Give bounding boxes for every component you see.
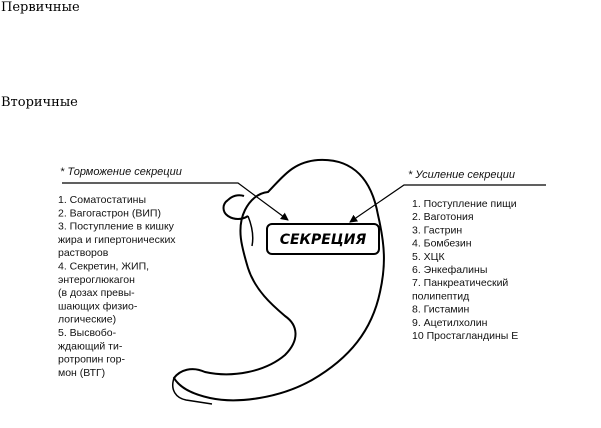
inhibition-line: 3. Поступление в кишку	[58, 220, 174, 233]
stomach-outline	[174, 160, 384, 400]
stimulation-line: полипептид	[412, 290, 470, 303]
stimulation-line: 5. ХЦК	[412, 250, 445, 263]
inhibition-line: ротропин гор-	[58, 353, 125, 366]
inhibition-line: энтероглюкагон	[58, 273, 135, 286]
inhibition-line: ждающий ти-	[58, 340, 123, 353]
esophagus-tube	[224, 195, 249, 219]
stimulation-line: 3. Гастрин	[412, 224, 463, 237]
inhibition-line: 2. Вагогастрон (ВИП)	[58, 207, 161, 220]
stimulation-list	[412, 198, 518, 342]
inhibition-line: растворов	[58, 247, 109, 260]
inhibition-line: мон (ВТГ)	[58, 366, 106, 379]
stimulation-line: 2. Ваготония	[412, 211, 474, 224]
right-header: * Усиление секреции	[408, 169, 515, 181]
duodenum-outline	[173, 378, 212, 404]
inhibition-list	[58, 194, 176, 379]
inhibition-line: жира и гипертонических	[58, 233, 176, 246]
heading-secondary: Вторичные	[1, 95, 78, 110]
inhibition-line: 5. Высвобо-	[58, 327, 117, 339]
inhibition-line: логические)	[58, 313, 117, 326]
stimulation-line: 7. Панкреатический	[412, 277, 509, 290]
stimulation-line: 1. Поступление пищи	[412, 198, 517, 210]
left-header: * Торможение секреции	[60, 166, 182, 178]
stimulation-line: 9. Ацетилхолин	[412, 316, 488, 329]
stimulation-line: 6. Энкефалины	[412, 264, 488, 276]
inhibition-line: (в дозах превы-	[58, 287, 135, 300]
inhibition-line: 1. Соматостатины	[58, 194, 147, 206]
inhibition-line: 4. Секретин, ЖИП,	[58, 260, 150, 273]
inhibition-line: шающих физио-	[58, 300, 138, 313]
stimulation-line: 8. Гистамин	[412, 303, 470, 316]
secretion-label: СЕКРЕЦИЯ	[279, 232, 367, 248]
esophagus-wall	[248, 216, 253, 246]
stimulation-line: 4. Бомбезин	[412, 237, 472, 250]
stimulation-line: 10 Простагландины Е	[412, 330, 519, 342]
heading-primary: Первичные	[1, 0, 80, 15]
